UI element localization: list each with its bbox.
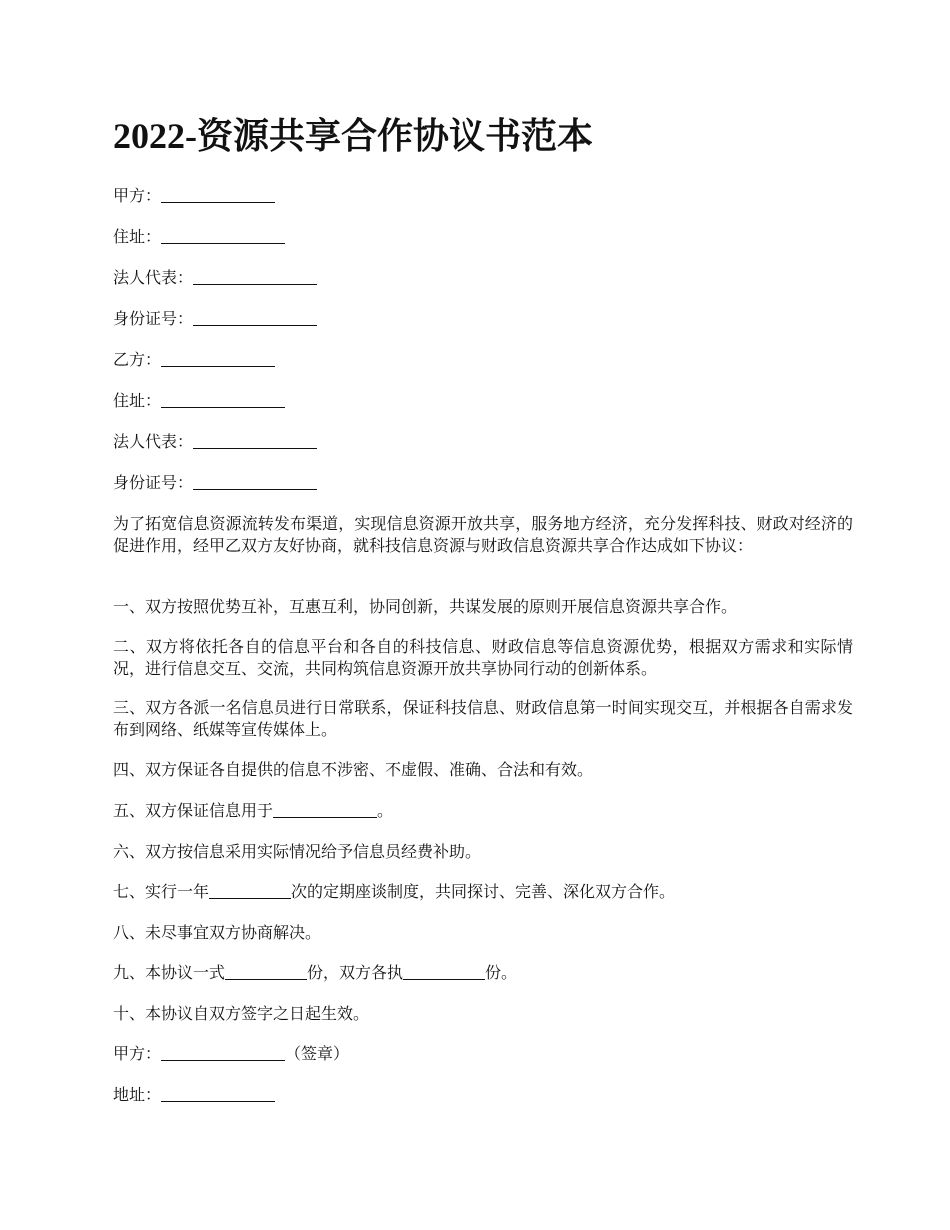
signature-seal-note: （签章） <box>285 1044 350 1063</box>
party-a-address-label: 住址： <box>113 227 162 246</box>
party-b-address-blank[interactable] <box>161 391 285 408</box>
party-a-name-label: 甲方： <box>113 186 162 205</box>
party-b-id-line <box>113 472 317 494</box>
party-b-name-label: 乙方： <box>113 350 162 369</box>
signature-address-line <box>113 1084 275 1106</box>
signature-party-a-blank[interactable] <box>161 1044 285 1061</box>
clause-5-suffix: 。 <box>377 801 394 820</box>
party-a-rep-label: 法人代表： <box>113 268 194 287</box>
clause-9-copies-blank[interactable] <box>225 963 307 980</box>
party-a-address-line <box>113 226 285 248</box>
party-a-rep-line <box>113 267 317 289</box>
party-a-rep-blank[interactable] <box>193 268 317 285</box>
clause-7 <box>113 881 675 903</box>
clause-5 <box>113 800 393 822</box>
clause-9-prefix: 九、本协议一式 <box>113 963 226 982</box>
signature-address-label: 地址： <box>113 1085 162 1104</box>
party-b-name-line <box>113 349 275 371</box>
party-b-id-label: 身份证号： <box>113 473 194 492</box>
signature-party-a-label: 甲方： <box>113 1044 162 1063</box>
clause-9-middle: 份，双方各执 <box>307 963 404 982</box>
clause-1: 一、双方按照优势互补，互惠互利，协同创新，共谋发展的原则开展信息资源共享合作。 <box>113 597 738 616</box>
document-title: 2022-资源共享合作协议书范本 <box>113 116 593 156</box>
clause-7-suffix: 次的定期座谈制度，共同探讨、完善、深化双方合作。 <box>291 882 676 901</box>
clause-5-prefix: 五、双方保证信息用于 <box>113 801 274 820</box>
party-b-rep-label: 法人代表： <box>113 432 194 451</box>
clause-8: 八、未尽事宜双方协商解决。 <box>113 923 322 942</box>
party-a-id-line <box>113 308 317 330</box>
clause-9-suffix: 份。 <box>485 963 518 982</box>
party-b-rep-line <box>113 431 317 453</box>
clause-2: 二、双方将依托各自的信息平台和各自的科技信息、财政信息等信息资源优势，根据双方需求和实际情况，进行信息交互、交流，共同构筑信息资源开放共享协同行动的创新体系。 <box>113 637 853 678</box>
party-b-address-label: 住址： <box>113 391 162 410</box>
party-b-id-blank[interactable] <box>193 473 317 490</box>
clause-9-each-blank[interactable] <box>403 963 485 980</box>
clause-10: 十、本协议自双方签字之日起生效。 <box>113 1004 370 1023</box>
signature-party-a-line <box>113 1043 349 1065</box>
clause-6: 六、双方按信息采用实际情况给予信息员经费补助。 <box>113 842 482 861</box>
party-a-name-line <box>113 185 275 207</box>
party-a-id-blank[interactable] <box>193 309 317 326</box>
clause-9 <box>113 962 517 984</box>
signature-address-blank[interactable] <box>161 1085 275 1102</box>
party-b-rep-blank[interactable] <box>193 432 317 449</box>
party-a-address-blank[interactable] <box>161 227 285 244</box>
party-a-name-blank[interactable] <box>161 186 275 203</box>
clause-7-blank[interactable] <box>209 882 291 899</box>
clause-3: 三、双方各派一名信息员进行日常联系，保证科技信息、财政信息第一时间实现交互，并根据各自需求发布到网络、纸媒等宣传媒体上。 <box>113 698 853 739</box>
preamble-paragraph: 为了拓宽信息资源流转发布渠道，实现信息资源开放共享，服务地方经济，充分发挥科技、财政对经济的促进作用，经甲乙双方友好协商，就科技信息资源与财政信息资源共享合作达成如下协议： <box>113 514 853 555</box>
clause-4: 四、双方保证各自提供的信息不涉密、不虚假、准确、合法和有效。 <box>113 760 594 779</box>
party-b-name-blank[interactable] <box>161 350 275 367</box>
party-b-address-line <box>113 390 285 412</box>
clause-7-prefix: 七、实行一年 <box>113 882 210 901</box>
party-a-id-label: 身份证号： <box>113 309 194 328</box>
clause-5-blank[interactable] <box>273 801 377 818</box>
